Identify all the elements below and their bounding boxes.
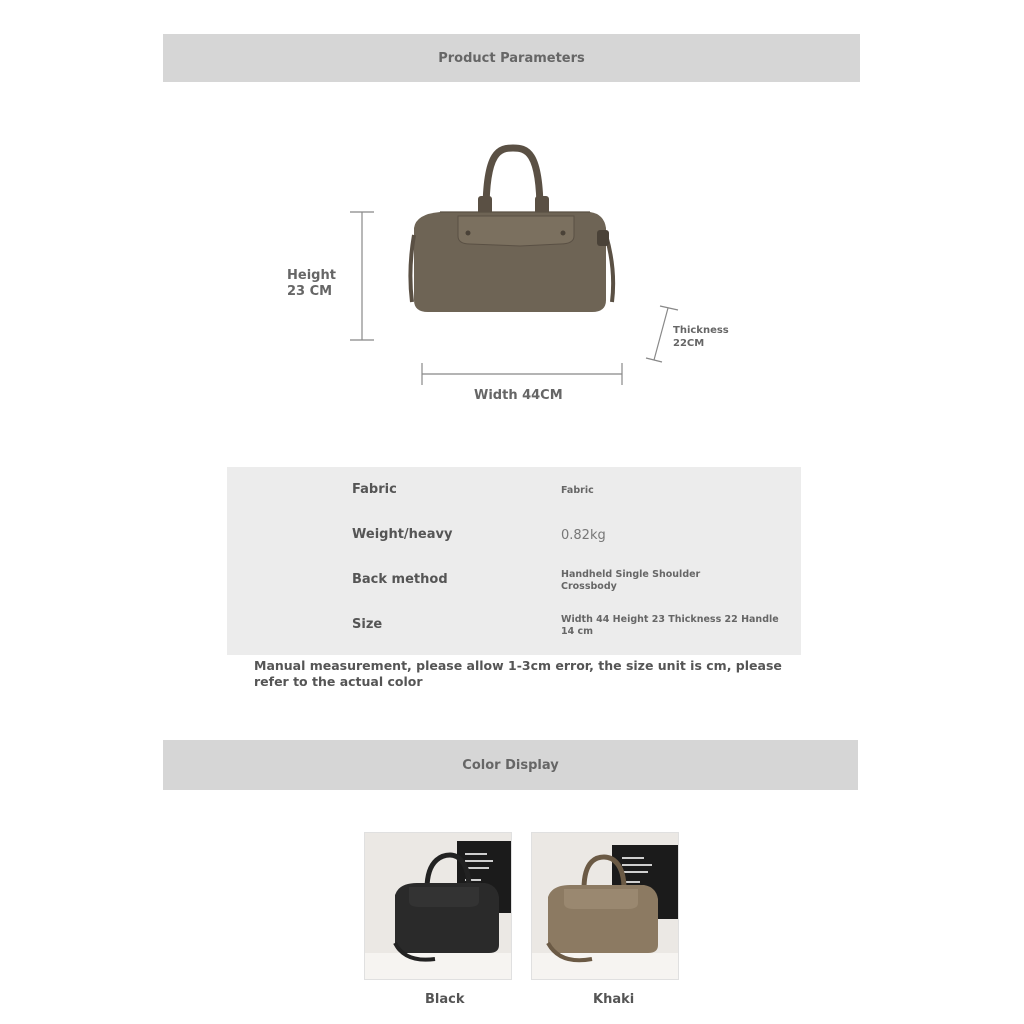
color-label-khaki: Khaki (593, 992, 635, 1007)
color-display-title: Color Display (462, 757, 559, 773)
color-display-header (163, 740, 858, 790)
measurement-note: Manual measurement, please allow 1-3cm error, the size unit is cm, please refer to the actual color (254, 658, 782, 689)
spec-table (227, 467, 801, 655)
width-dimension-line (422, 363, 622, 385)
spec-value: Width 44 Height 23 Thickness 22 Handle 14 cm (561, 614, 779, 637)
width-label: Width 44CM (474, 388, 563, 403)
spec-value: Fabric (561, 485, 594, 496)
handbag-illustration (410, 148, 613, 312)
black-bag-photo (365, 833, 511, 979)
khaki-bag-photo (532, 833, 678, 979)
color-swatch-khaki[interactable] (531, 832, 679, 980)
spec-value: 0.82kg (561, 528, 606, 543)
thickness-label: Thickness 22CM (673, 325, 729, 349)
spec-key: Size (352, 617, 383, 632)
color-label-black: Black (425, 992, 465, 1007)
height-label: Height 23 CM (287, 268, 336, 299)
spec-value: Handheld Single Shoulder Crossbody (561, 569, 701, 592)
spec-key: Weight/heavy (352, 527, 453, 542)
color-swatch-black[interactable] (364, 832, 512, 980)
spec-key: Back method (352, 572, 448, 587)
spec-key: Fabric (352, 482, 397, 497)
product-parameters-title: Product Parameters (438, 50, 585, 66)
